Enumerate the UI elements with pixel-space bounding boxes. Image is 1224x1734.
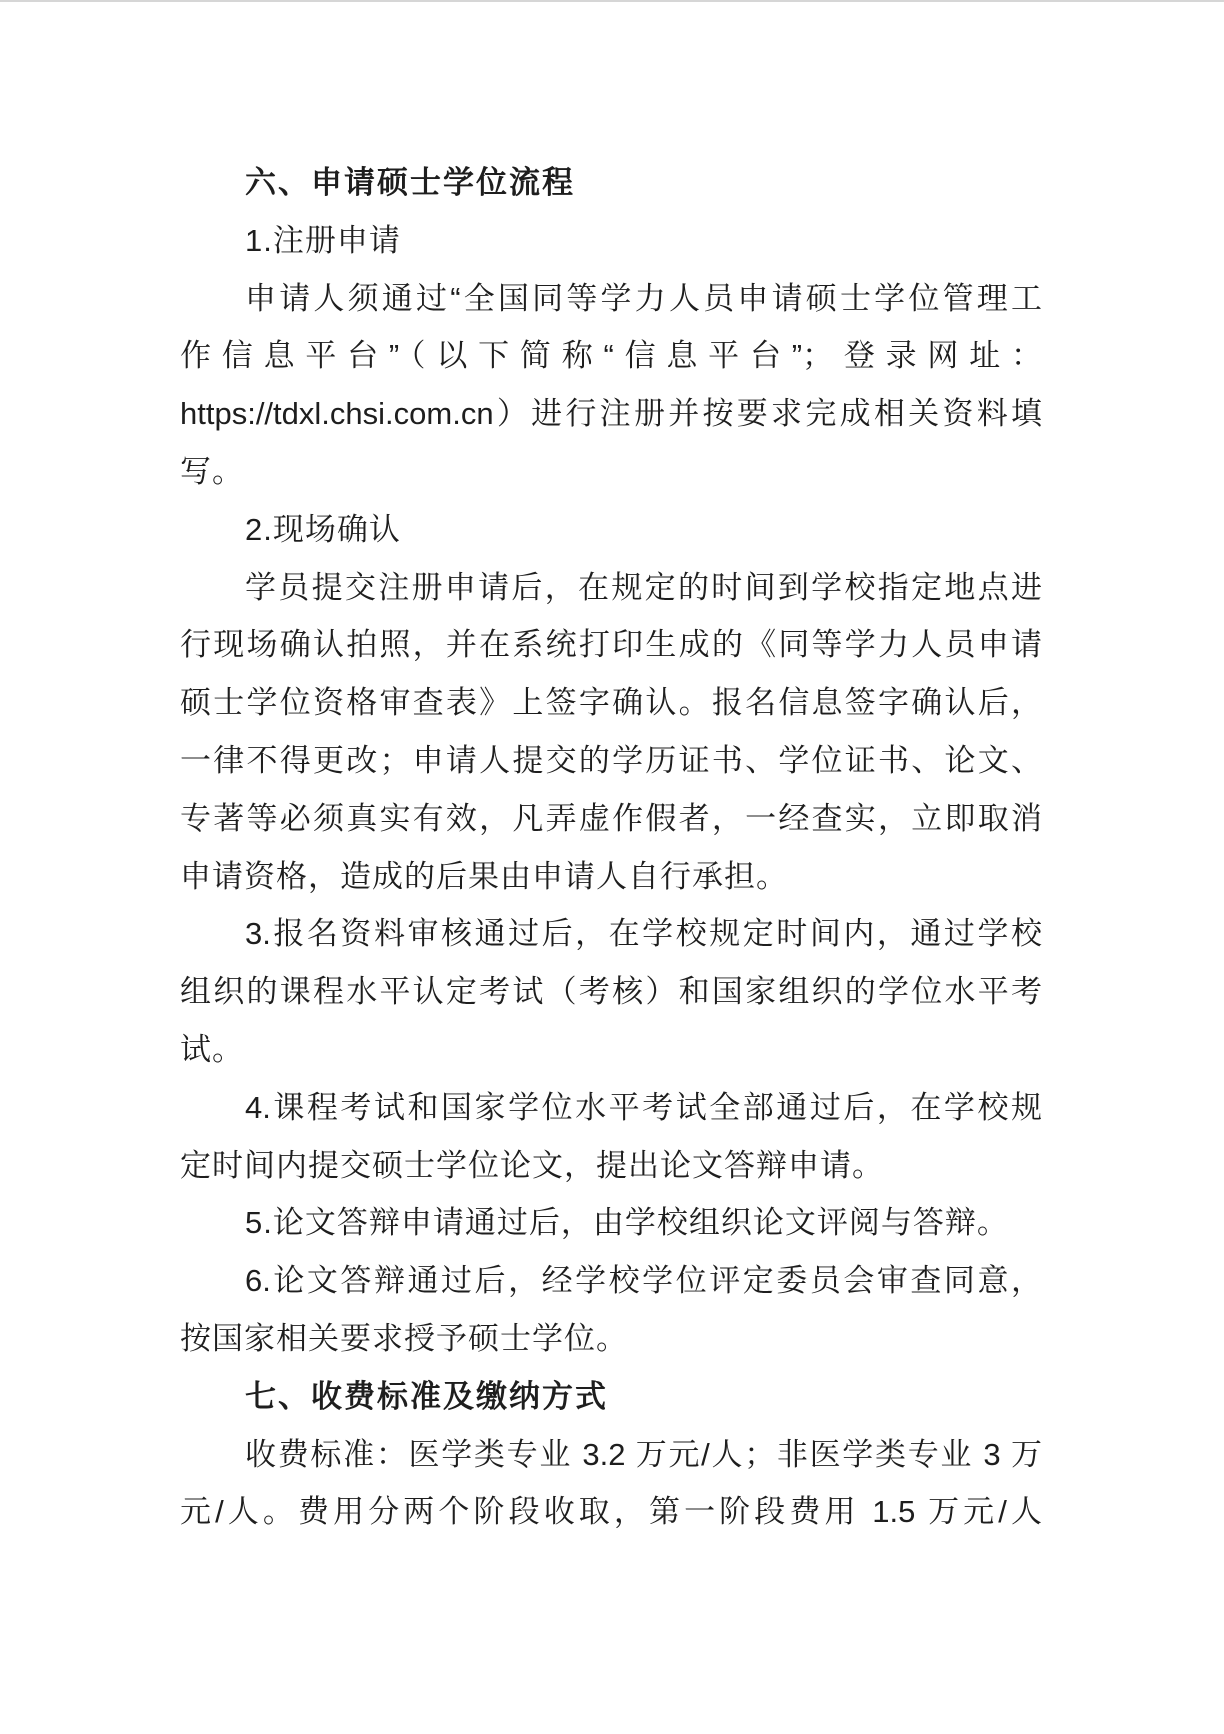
section-heading: 六、申请硕士学位流程 bbox=[245, 165, 575, 200]
paragraph bbox=[180, 1426, 1042, 1542]
section-seven bbox=[180, 1368, 1042, 1541]
paragraph-line: 元/人。费用分两个阶段收取，第一阶段费用 1.5 万元/人 bbox=[180, 1494, 1042, 1530]
paragraph-line: 申请资格，造成的后果由申请人自行承担。 bbox=[180, 858, 788, 894]
paragraph-line: https://tdxl.chsi.com.cn）进行注册并按要求完成相关资料填 bbox=[180, 396, 1042, 432]
page-top-edge bbox=[0, 0, 1224, 2]
paragraph-line: 4.课程考试和国家学位水平考试全部通过后，在学校规 bbox=[245, 1089, 1042, 1125]
paragraph-line: 作信息平台”（以下简称“信息平台”；登录网址： bbox=[180, 338, 1042, 374]
paragraph bbox=[180, 501, 1042, 559]
document-page bbox=[180, 154, 1042, 1541]
paragraph-line: 3.报名资料审核通过后，在学校规定时间内，通过学校 bbox=[245, 916, 1042, 952]
paragraph-line: 申请人须通过“全国同等学力人员申请硕士学位管理工 bbox=[245, 280, 1042, 316]
section-heading: 七、收费标准及缴纳方式 bbox=[245, 1378, 608, 1414]
paragraph-line: 定时间内提交硕士学位论文，提出论文答辩申请。 bbox=[180, 1147, 884, 1183]
paragraph-line: 硕士学位资格审查表》上签字确认。报名信息签字确认后， bbox=[180, 685, 1042, 721]
paragraph-line: 收费标准：医学类专业 3.2 万元/人；非医学类专业 3 万 bbox=[245, 1436, 1042, 1472]
paragraph-line: 一律不得更改；申请人提交的学历证书、学位证书、论文、 bbox=[180, 742, 1042, 778]
paragraph bbox=[180, 1079, 1042, 1195]
paragraph-line: 1.注册申请 bbox=[245, 222, 401, 258]
paragraph-line: 6.论文答辩通过后，经学校学位评定委员会审查同意， bbox=[245, 1263, 1042, 1299]
paragraph bbox=[180, 212, 1042, 270]
paragraph-line: 组织的课程水平认定考试（考核）和国家组织的学位水平考 bbox=[180, 974, 1042, 1010]
section-six bbox=[180, 154, 1042, 1368]
paragraph bbox=[180, 270, 1042, 501]
paragraph-line: 专著等必须真实有效，凡弄虚作假者，一经查实，立即取消 bbox=[180, 800, 1042, 836]
paragraph bbox=[180, 559, 1042, 906]
paragraph-line: 学员提交注册申请后，在规定的时间到学校指定地点进 bbox=[245, 569, 1042, 605]
paragraph bbox=[180, 905, 1042, 1078]
paragraph-line: 行现场确认拍照，并在系统打印生成的《同等学力人员申请 bbox=[180, 627, 1042, 663]
paragraph-line: 试。 bbox=[180, 1031, 244, 1067]
paragraph bbox=[180, 1194, 1042, 1252]
paragraph-line: 写。 bbox=[180, 453, 244, 489]
paragraph-line: 2.现场确认 bbox=[245, 511, 401, 547]
paragraph-line: 5.论文答辩申请通过后，由学校组织论文评阅与答辩。 bbox=[245, 1205, 1009, 1241]
paragraph bbox=[180, 1252, 1042, 1368]
paragraph-line: 按国家相关要求授予硕士学位。 bbox=[180, 1320, 628, 1356]
